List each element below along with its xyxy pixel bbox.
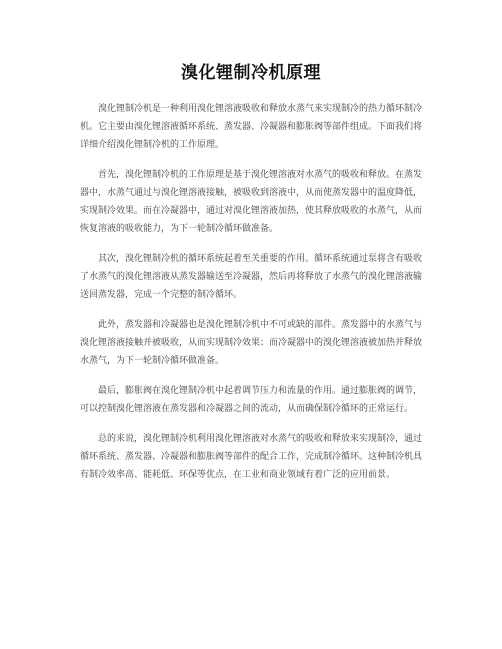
paragraph-expansion-valve: 最后，膨胀阀在溴化锂制冷机中起着调节压力和流量的作用。通过膨胀阀的调节，可以控制溴化锂溶液在蒸发器和冷凝器之间的流动，从而确保制冷循环的正常运行。 (80, 386, 423, 414)
paragraph-summary: 总的来说，溴化锂制冷机利用溴化锂溶液对水蒸气的吸收和释放来实现制冷，通过循环系统、蒸发器、冷凝器和膨胀阀等部件的配合工作，完成制冷循环。这种制冷机具有制冷效率高、能耗低、环保等优点，在工业和商业领域有着广泛的应用前景。 (80, 434, 423, 480)
paragraph-circulation-system: 其次，溴化锂制冷机的循环系统起着至关重要的作用。循环系统通过泵将含有吸收了水蒸气的溴化锂溶液从蒸发器输送至冷凝器，然后再将释放了水蒸气的溴化锂溶液输送回蒸发器，完成一个完整的制冷循环。 (80, 254, 423, 300)
paragraph-working-principle: 首先，溴化锂制冷机的工作原理是基于溴化锂溶液对水蒸气的吸收和释放。在蒸发器中，水蒸气通过与溴化锂溶液接触，被吸收到溶液中，从而使蒸发器中的温度降低，实现制冷效果。而在冷凝器中，通过对溴化锂溶液加热，使其释放吸收的水蒸气，从而恢复溶液的吸收能力，为下一轮制冷循环做准备。 (80, 170, 423, 234)
paragraph-evaporator-condenser: 此外，蒸发器和冷凝器也是溴化锂制冷机中不可或缺的部件。蒸发器中的水蒸气与溴化锂溶液接触并被吸收，从而实现制冷效果；而冷凝器中的溴化锂溶液被加热并释放水蒸气，为下一轮制冷循环做准备。 (80, 320, 423, 366)
paragraph-intro: 溴化锂制冷机是一种利用溴化锂溶液吸收和释放水蒸气来实现制冷的热力循环制冷机。它主要由溴化锂溶液循环系统、蒸发器、冷凝器和膨胀阀等部件组成。下面我们将详细介绍溴化锂制冷机的工作原理。 (80, 104, 423, 150)
document-body (80, 100, 422, 484)
document-title: 溴化锂制冷机原理 (181, 63, 321, 83)
